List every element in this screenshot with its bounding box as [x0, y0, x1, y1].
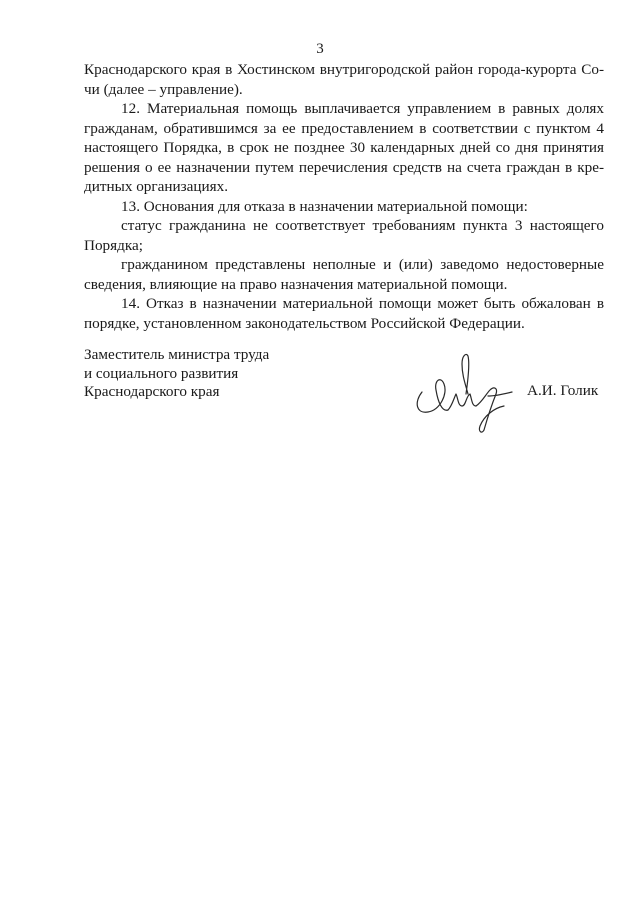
text-line: порядке, установленном законодательством Российской Федерации. [84, 314, 525, 332]
text-line: статус гражданина не соответствует требованиям пункта 3 настоящего [121, 217, 604, 234]
text-line: чи (далее – управление). [84, 80, 243, 98]
document-body [84, 60, 604, 333]
text-line: Порядка; [84, 236, 143, 254]
text-line: 14. Отказ в назначении материальной помощи может быть обжалован в [121, 295, 604, 312]
page-number: 3 [316, 41, 324, 57]
paragraph-14 [84, 294, 604, 333]
text-line: настоящего Порядка, в срок не позднее 30 календарных дней со дня принятия [84, 139, 604, 156]
text-line: 12. Материальная помощь выплачивается управлением в равных долях [121, 100, 604, 117]
signer-name: А.И. Голик [527, 382, 599, 399]
paragraph-13 [84, 197, 604, 217]
text-line: гражданам, обратившимся за ее предоставлением в соответствии с пунктом 4 [84, 119, 604, 137]
handwritten-signature [408, 350, 518, 435]
text-line: 13. Основания для отказа в назначении материальной помощи: [121, 197, 528, 215]
text-line: Краснодарского края в Хостинском внутригородской район города-курорта Со- [84, 61, 604, 78]
text-line: гражданином представлены неполные и (или) заведомо недостоверные [121, 256, 604, 273]
text-line: сведения, влияющие на право назначения материальной помощи. [84, 275, 508, 293]
signer-position [84, 346, 269, 402]
signer-position-line: и социального развития [84, 364, 239, 382]
paragraph-13-item-2 [84, 255, 604, 294]
paragraph-continuation [84, 60, 604, 99]
text-line: решения о ее назначении путем перечисления средств на счета граждан в кре- [84, 158, 604, 176]
paragraph-13-item-1 [84, 216, 604, 255]
text-line: дитных организациях. [84, 178, 228, 195]
signer-position-line: Заместитель министра труда [84, 346, 270, 363]
paragraph-12 [84, 99, 604, 197]
signer-position-line: Краснодарского края [84, 383, 220, 400]
